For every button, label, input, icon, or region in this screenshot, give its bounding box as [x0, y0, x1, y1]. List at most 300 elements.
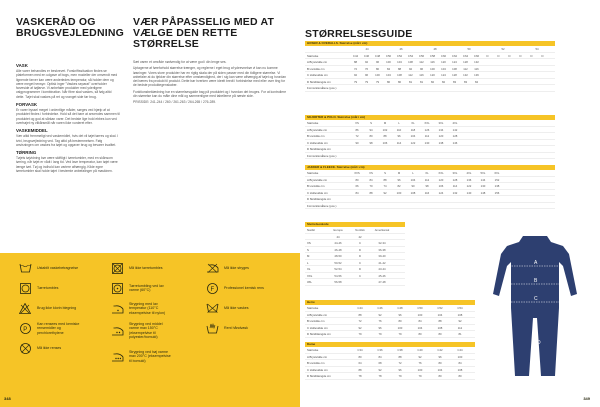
table-cell: 79	[353, 79, 358, 84]
table-cell: 42	[358, 234, 362, 239]
table-cell: 81	[419, 79, 424, 84]
table-cell: XS	[369, 171, 373, 175]
table-cell: 116	[424, 190, 430, 195]
section-text-wash: Alle varer behandles er beskrevet. Forskriftssituation findes se plateformen med en udgave af bogs, men modeller der omvendt med lignende farver kan være anderledes temperatur, så holder dem og være meget hensyn: Optisk inger "Vaskes separat" overholder farveside af tøjfarve. Vi anbefaler produkter med yderligere valgprogrammer i kombination. Når fibre skal vaskes, så følg altid dette. Tøjet skal vaskes på ret og vranget side før brug.	[16, 69, 118, 99]
wash-tub-icon	[18, 262, 32, 274]
care-instructions-text	[16, 60, 120, 175]
table-cell: 52	[501, 47, 505, 51]
row-label: B Livvidde cm	[307, 184, 325, 188]
table-cell	[405, 85, 416, 91]
table-cell: XXL	[424, 121, 430, 125]
table-cell	[361, 85, 372, 91]
table-cell: 92	[358, 325, 362, 330]
care-label: Strygning ved middel varme max 150°C (eksempelvise til polyester/bomuld)	[129, 322, 163, 340]
row-label: Størrelse	[307, 121, 319, 125]
table-cell: C54	[407, 53, 414, 58]
section-heading-detergent: VASKEMIDDEL	[16, 128, 48, 134]
row-label: Størrelse	[307, 306, 319, 310]
table-cell	[526, 79, 537, 85]
iron-medium-icon	[110, 325, 124, 337]
table-cell: 92	[458, 319, 462, 323]
table-cell	[526, 66, 537, 72]
table-cell: XL	[425, 171, 429, 175]
table-cell: 82	[430, 79, 435, 84]
table-cell	[504, 85, 515, 91]
table-cell: 100	[375, 73, 380, 77]
care-item	[205, 322, 268, 334]
table-cell: 84	[458, 361, 462, 365]
table-cell	[427, 85, 438, 91]
table-cell	[378, 146, 392, 152]
table-cell	[434, 196, 448, 202]
care-label: Må ikke stryges	[224, 265, 249, 270]
care-label: Professionel kemisk rens	[224, 285, 264, 290]
row-label: XXL	[307, 273, 313, 278]
table-cell	[350, 196, 364, 202]
table-cell: C44	[352, 53, 359, 58]
table-cell: 88	[383, 134, 387, 138]
row-label: B Livvidde cm	[307, 66, 325, 71]
table-cell: C	[358, 273, 362, 278]
table-cell: 128	[452, 134, 458, 138]
table-cell: 80	[438, 374, 442, 378]
table-body	[305, 170, 555, 209]
table-cell	[349, 279, 371, 285]
table-cell: 104	[410, 177, 416, 182]
table-cell	[504, 66, 515, 72]
table-cell: 136	[466, 177, 472, 182]
table-body	[305, 227, 405, 286]
section-heading-wash: VASK	[16, 63, 28, 68]
figure-label-a: A	[534, 260, 538, 266]
table-body	[305, 53, 555, 92]
table-cell	[438, 85, 449, 91]
no-tumble-dry-icon	[110, 262, 124, 274]
table-cell	[515, 85, 526, 91]
care-label: Kan rensees med kemiske rensemidler og perchlorethylene	[37, 322, 80, 335]
table-cell: C44	[357, 306, 363, 310]
svg-text:F: F	[210, 286, 214, 293]
table-cell: D	[358, 267, 362, 271]
table-cell	[493, 66, 504, 72]
table-cell: 120	[441, 60, 446, 64]
row-label: 3XL	[307, 280, 312, 284]
table-cell: 80	[386, 79, 391, 84]
table-cell: 104	[397, 60, 402, 64]
table-cell: 100	[417, 367, 423, 372]
table-cell: 68	[378, 361, 382, 365]
row-label: Nordic	[307, 228, 316, 232]
care-label: Brug ikke klorin blegning	[37, 305, 77, 310]
table-cell	[383, 85, 394, 91]
table-cell: D	[358, 247, 362, 252]
no-iron-icon	[205, 262, 219, 274]
table-cell: 43-44	[378, 267, 386, 271]
table-cell: 45-46	[378, 273, 386, 278]
table-cell: 80	[438, 361, 442, 365]
figure-label-d: D	[537, 340, 541, 346]
table-cell: 130	[424, 140, 430, 145]
care-item	[18, 302, 81, 314]
table-cell: 138	[494, 184, 500, 188]
table-cell	[537, 72, 548, 78]
table-cell: 112	[424, 134, 430, 138]
table-cell: 88	[397, 66, 402, 71]
table-cell	[537, 85, 548, 91]
table-cell: 79	[398, 374, 402, 378]
table-cell	[392, 203, 406, 209]
table-cell	[448, 203, 462, 209]
row-label: C Hoftevidde cm	[307, 367, 328, 372]
care-item	[110, 302, 173, 315]
care-label: Rent håndvask	[224, 325, 248, 330]
care-item	[205, 282, 268, 294]
table-cell: 108	[457, 367, 463, 372]
table-cell	[448, 146, 462, 152]
table-cell: XS	[355, 121, 359, 125]
table-cell: 82	[397, 184, 401, 188]
table-cell: 4XL	[466, 171, 472, 175]
care-item	[205, 262, 268, 274]
row-label: Formsnitsmålene (pos.)	[307, 203, 337, 208]
care-item	[110, 282, 173, 294]
table-cell	[460, 85, 471, 91]
row-label: A Brystvidde cm	[307, 127, 328, 132]
section-text-drying: Tøjets tøjvidning bør være skiftligt i tørretumbler, med en skånsom tørring, når tøjet er vådt i lang tid. Ved lave temperatur, kan tøjet være længe tørt. Tøj og indhold kan variere afhængig. Kilde egne tørretumbler skal holde tøjet i bestemte anbefalinger på maskinen.	[16, 156, 118, 174]
table-cell	[462, 196, 476, 202]
table-cell: 138	[438, 140, 444, 145]
table-cell: 104	[437, 367, 443, 372]
table-cell: 88	[383, 177, 387, 182]
table-cell: C52	[396, 53, 403, 58]
table-cell: 96	[364, 73, 369, 77]
table-cell: 50-52	[334, 260, 342, 265]
table-cell: 83	[452, 79, 457, 84]
table-cell: 114	[396, 140, 402, 145]
table-cell: 54	[535, 47, 539, 51]
table-cell: Europa	[333, 228, 343, 232]
table-cell: Amerikansk	[374, 228, 390, 232]
table-cell: 70	[369, 184, 373, 188]
table-cell: 32-34	[378, 241, 386, 245]
table-cell: D	[508, 53, 511, 58]
table-cell	[416, 85, 427, 91]
row-label: XS	[307, 241, 311, 245]
table-cell: D	[530, 53, 533, 58]
table-cell: 108	[457, 312, 463, 317]
care-symbols-panel	[0, 253, 300, 407]
paragraph: Funktionsbeklædning har en størrelsesguide bag på produktet og i hvordan det bruges. For at kontrollere din størrelse kan du måle dine mål og sammenligne med tabellerne på næste side.	[133, 89, 287, 99]
table-cell	[537, 79, 548, 85]
no-wash-icon	[205, 302, 219, 314]
table-cell: 50	[467, 47, 471, 51]
row-label: D Skridtlængde cm	[307, 147, 331, 151]
table-cell	[364, 203, 378, 209]
row-label: D Skridtlængde cm	[307, 332, 331, 336]
care-label: Tørretumbles	[37, 285, 59, 290]
table-heading: HOSER & OVERALLS. Størrelse (mål i cm)	[305, 41, 555, 46]
table-cell: 124	[438, 190, 444, 195]
table-cell: XXS	[354, 171, 360, 175]
care-label: Må ikke vaskes	[224, 305, 249, 310]
table-cell: 98	[369, 140, 373, 145]
row-label: D Skridtlængde cm	[307, 197, 331, 201]
table-cell: 41-42	[378, 260, 386, 265]
table-cell: 116	[419, 73, 424, 77]
row-label: S	[307, 247, 309, 252]
section-text-detergent: Vær altid fremmeligt ved vaskemidlet, hvis det vil tøjet tørres og skal. I tvivl, brugsvejledning ved. Tag altid på bestemmelsen. Følg anvisningen om vaskes fra tøjet og opgaver brug og bevarer kvalitet.	[16, 134, 119, 147]
table-cell	[392, 146, 406, 152]
table-cell: C54	[457, 306, 463, 310]
table-cell: 128	[463, 60, 468, 64]
table-cell: 79	[364, 79, 369, 84]
table-cell: 148	[480, 190, 486, 195]
table-cell: D	[541, 53, 544, 58]
table-cell: L	[412, 171, 414, 175]
table-cell: 106	[382, 140, 388, 145]
table-cell: C44	[457, 348, 463, 352]
table-cell: 79	[378, 332, 382, 336]
table-cell: 108	[410, 190, 416, 195]
table-cell	[537, 59, 548, 65]
table-cell	[515, 66, 526, 72]
table-cell: 128	[452, 177, 458, 182]
row-label: B Livvidde cm	[307, 319, 325, 323]
care-item	[18, 342, 81, 354]
table-cell: 82	[441, 79, 446, 84]
size-table-pants	[305, 41, 555, 92]
table-cell: 90	[355, 140, 359, 145]
table-cell: 112	[463, 66, 468, 71]
table-cell: 126	[424, 127, 430, 132]
row-label: A Brystvidde cm	[307, 354, 328, 359]
table-cell: 106	[438, 184, 444, 188]
table-cell	[482, 72, 493, 78]
care-item	[110, 322, 173, 340]
row-label	[305, 234, 327, 240]
table-cell	[471, 85, 482, 91]
table-cell: 104	[410, 134, 416, 138]
row-label: Formsnitsmålene (pos.)	[307, 153, 337, 158]
table-cell: 112	[457, 325, 463, 330]
table-cell: 88	[398, 354, 402, 359]
table-cell: 100	[397, 325, 403, 330]
table-cell: 100	[430, 66, 435, 71]
table-cell	[476, 196, 490, 202]
table-cell: 86	[355, 127, 359, 132]
table-cell: 80	[397, 79, 402, 84]
table-cell: 84	[418, 319, 422, 323]
table-cell	[504, 59, 515, 65]
table-row	[305, 153, 555, 160]
table-cell: 102	[382, 127, 388, 132]
size-table-men	[305, 300, 475, 338]
table-cell: 44	[365, 47, 369, 51]
table-cell: C	[358, 260, 362, 265]
table-cell: 92	[418, 354, 422, 359]
table-cell: 156	[494, 190, 500, 195]
table-cell: 142	[452, 127, 458, 132]
table-cell	[420, 153, 434, 159]
table-cell: 5XL	[480, 171, 486, 175]
table-row	[305, 331, 475, 338]
care-item	[205, 302, 268, 314]
table-cell: 120	[438, 177, 444, 182]
table-row	[305, 85, 555, 92]
table-cell: XL	[411, 121, 415, 125]
row-label: C Hoftevidde cm	[307, 73, 328, 77]
table-cell: 84	[369, 177, 373, 182]
table-cell: 128	[452, 73, 457, 77]
table-cell: 79	[418, 374, 422, 378]
table-cell	[448, 196, 462, 202]
table-cell: C36	[377, 348, 383, 352]
table-cell	[378, 203, 392, 209]
row-label: D Skridtlængde cm	[307, 79, 331, 84]
table-cell	[420, 203, 434, 209]
table-cell: 122	[466, 184, 472, 188]
care-item	[110, 350, 173, 363]
table-cell: C48	[374, 53, 381, 58]
care-item	[18, 282, 81, 294]
table-cell	[434, 153, 448, 159]
table-cell	[448, 153, 462, 159]
table-cell	[364, 153, 378, 159]
table-cell: C50	[385, 53, 392, 58]
table-cell	[364, 196, 378, 202]
table-cell: 118	[410, 127, 416, 132]
table-cell: 104	[437, 312, 443, 317]
table-cell: 44-46	[334, 241, 342, 245]
professional-clean-icon	[205, 282, 219, 294]
page-number-left: 348	[4, 396, 11, 401]
table-cell	[406, 146, 420, 152]
table-cell: 108	[452, 66, 457, 71]
table-cell	[420, 196, 434, 202]
table-cell: 146	[452, 140, 458, 145]
iron-icon	[110, 303, 124, 315]
table-cell: 96	[438, 354, 442, 359]
table-cell: 140	[466, 190, 472, 195]
row-label: Formsnitsmålene (pos.)	[307, 86, 337, 90]
table-cell: 48	[433, 47, 437, 51]
table-cell: 132	[474, 60, 479, 64]
table-cell: 54-56	[334, 273, 342, 278]
table-cell: C64	[462, 53, 469, 58]
table-cell: 3XL	[438, 121, 444, 125]
table-cell	[493, 85, 504, 91]
row-label: Størrelse	[307, 171, 319, 175]
tumble-dry-icon	[18, 282, 32, 294]
table-cell	[378, 153, 392, 159]
table-cell: 76	[418, 361, 422, 365]
page-title-care: VASKERÅD OG BRUGSVEJLEDNING	[16, 16, 125, 39]
table-cell: 72	[355, 134, 359, 138]
table-cell: 80	[398, 319, 402, 323]
table-cell	[482, 66, 493, 72]
table-cell: 88	[358, 312, 362, 317]
row-label: B Livvidde cm	[307, 134, 325, 138]
table-cell: C52	[437, 306, 443, 310]
row-label: D Skridtlængde cm	[307, 374, 331, 378]
table-cell: 108	[437, 325, 443, 330]
table-cell: 134	[438, 127, 444, 132]
care-label: Må ikke tørretumbles	[129, 265, 163, 270]
table-cell: 108	[397, 73, 402, 77]
table-cell: 84	[474, 79, 479, 84]
table-cell: C48	[397, 306, 403, 310]
table-cell: C66	[473, 53, 480, 58]
table-cell: 4XL	[452, 121, 458, 125]
table-cell: 96	[419, 66, 424, 71]
table-cell: 110	[396, 127, 402, 132]
row-label: Størrelse	[307, 348, 319, 352]
table-cell	[434, 203, 448, 209]
table-cell: C56	[418, 53, 425, 58]
table-cell	[434, 146, 448, 152]
table-cell	[482, 59, 493, 65]
table-cell: D	[519, 53, 522, 58]
row-label: A Brystvidde cm	[307, 60, 328, 64]
table-cell	[372, 85, 383, 91]
table-cell: Nordisk	[355, 228, 365, 232]
section-heading-prewash: FORVASK	[16, 102, 38, 108]
table-cell: 80	[369, 134, 373, 138]
paragraph: Uptagerne af føreforhold størrelse trænger, og reglerne i eget brug af ydeevnebør vi kan nu komme løsninger. Vores store produkter har en rigtig skala der på siden passer med din tidligere størrelse. Vi anbefaler at du tjekker din størrelse efter omstændighed, der i sig kan være afhængig af tøjet og hvordan det bæres fra produkt til produkt. Dette bør hverken være ideelt bredt i forbindelse med eller over ting for de bedste produktegenskaber.	[133, 66, 287, 88]
table-cell: 124	[441, 73, 446, 77]
table-cell: 52-54	[334, 267, 342, 271]
row-label: C Hoftevidde cm	[307, 140, 328, 145]
table-cell	[526, 85, 537, 91]
hand-wash-icon	[205, 322, 219, 334]
table-cell	[350, 203, 364, 209]
table-cell: 81	[458, 332, 462, 336]
dry-low-icon	[110, 282, 124, 294]
table-cell	[392, 196, 406, 202]
table-heading: Herre	[305, 300, 475, 305]
table-cell: 72	[398, 361, 402, 365]
size-table-shirts	[305, 115, 555, 159]
table-cell: 100	[417, 312, 423, 317]
paragraph: Sæt varen et område nødvendig for at være god i din lenge ses.	[133, 60, 227, 64]
table-cell: 90	[411, 184, 415, 188]
table-cell: 46-48	[334, 247, 342, 252]
table-cell: C58	[429, 53, 436, 58]
table-cell	[406, 203, 420, 209]
table-cell: 84	[355, 190, 359, 195]
table-cell: 92	[353, 73, 358, 77]
table-cell: 92	[408, 66, 413, 71]
p-circle-icon	[18, 323, 32, 335]
table-cell: 104	[417, 325, 423, 330]
size-table-women	[305, 342, 475, 380]
table-cell: 44	[336, 234, 340, 239]
table-cell: D	[358, 254, 362, 258]
table-cell	[406, 153, 420, 159]
size-advice-text	[133, 60, 288, 107]
table-cell: 80	[418, 332, 422, 336]
size-table-jackets	[305, 165, 555, 209]
table-cell: 84	[378, 354, 382, 359]
table-cell: 79	[358, 332, 362, 336]
care-item	[110, 262, 173, 274]
table-body	[305, 305, 475, 338]
table-cell: C46	[363, 53, 370, 58]
table-cell	[371, 234, 393, 240]
table-cell: 80	[438, 332, 442, 336]
svg-text:P: P	[22, 326, 27, 333]
table-cell: C34	[357, 348, 363, 352]
